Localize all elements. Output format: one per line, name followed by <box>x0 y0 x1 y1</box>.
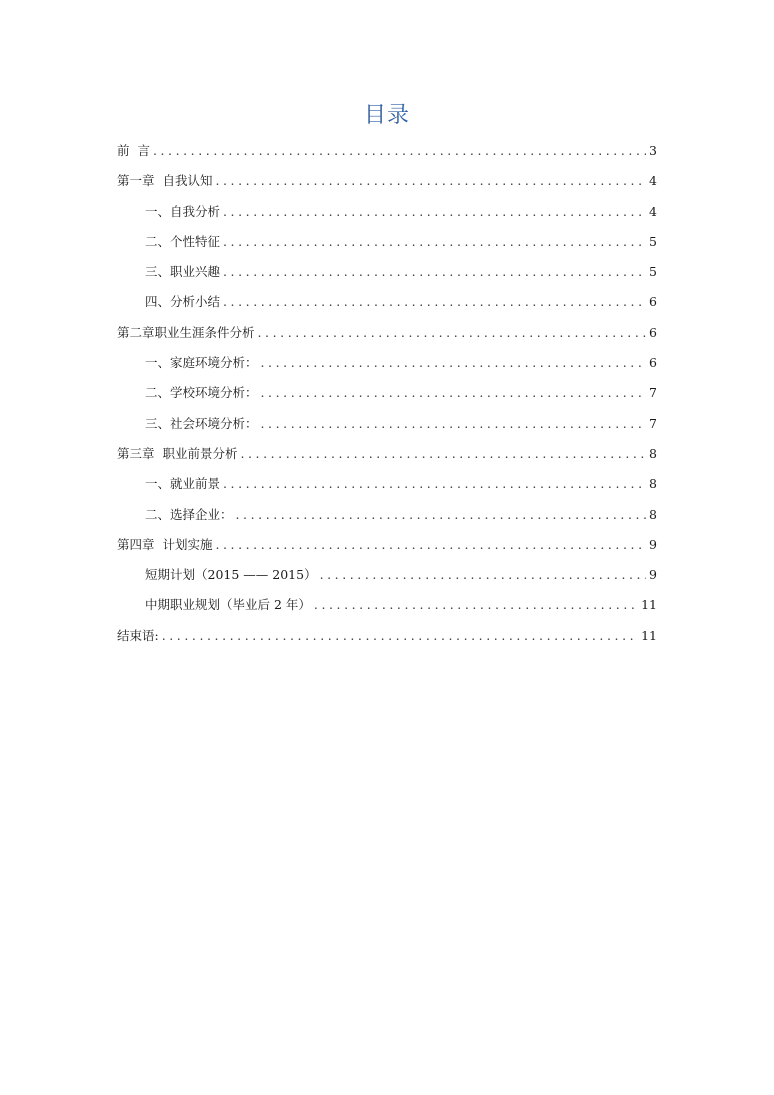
toc-dot-leader <box>258 323 646 343</box>
toc-entry-label[interactable]: 二、选择企业： <box>145 506 233 522</box>
toc-dot-leader <box>223 262 646 282</box>
toc-entry-label[interactable]: 第三章 职业前景分析 <box>117 445 238 461</box>
toc-entry-label[interactable]: 二、学校环境分析： <box>145 385 258 401</box>
toc-entry[interactable] <box>117 535 657 565</box>
toc-entry-page-number: 9 <box>649 536 657 552</box>
toc-entry-label[interactable]: 四、分析小结 <box>145 294 221 310</box>
toc-entry-label[interactable]: 结束语: <box>117 627 159 643</box>
toc-entry[interactable] <box>117 595 657 625</box>
toc-dot-leader <box>261 414 646 434</box>
toc-entry-page-number: 7 <box>649 415 657 431</box>
toc-entry-page-number: 9 <box>649 567 657 583</box>
toc-entry-page-number: 5 <box>649 264 657 280</box>
toc-entry[interactable] <box>117 171 657 201</box>
toc-dot-leader <box>314 595 638 615</box>
toc-dot-leader <box>240 444 646 464</box>
toc-entry-page-number: 5 <box>649 233 657 249</box>
toc-dot-leader <box>261 353 646 373</box>
toc-entry-label[interactable]: 第一章 自我认知 <box>117 173 213 189</box>
toc-dot-leader <box>223 292 646 312</box>
toc-entry-page-number: 4 <box>649 173 657 189</box>
toc-entry[interactable] <box>117 353 657 383</box>
toc-entry-page-number: 4 <box>649 203 657 219</box>
toc-entry-label[interactable]: 三、职业兴趣 <box>145 264 221 280</box>
toc-entry-page-number: 11 <box>641 627 657 643</box>
toc-entry[interactable] <box>117 232 657 262</box>
toc-entry-label[interactable]: 一、就业前景 <box>145 476 221 492</box>
toc-entry[interactable] <box>117 444 657 474</box>
toc-dot-leader <box>153 141 646 161</box>
toc-entry[interactable] <box>117 474 657 504</box>
toc-title: 目录 <box>363 103 410 128</box>
toc-entry-label[interactable]: 一、自我分析 <box>145 203 221 219</box>
toc-entry[interactable] <box>117 323 657 353</box>
toc-entry-label[interactable]: 短期计划（2015 —— 2015） <box>145 567 317 583</box>
toc-dot-leader <box>215 171 646 191</box>
toc-entry-label[interactable]: 三、社会环境分析： <box>145 415 258 431</box>
toc-entry-page-number: 6 <box>649 294 657 310</box>
toc-dot-leader <box>223 202 646 222</box>
toc-entry-label[interactable]: 二、个性特征 <box>145 233 221 249</box>
toc-entry[interactable] <box>117 262 657 292</box>
toc-dot-leader <box>261 383 646 403</box>
toc-entry-label[interactable]: 一、家庭环境分析： <box>145 355 258 371</box>
toc-entry-label[interactable]: 中期职业规划（毕业后 2 年） <box>145 597 311 613</box>
toc-entry-page-number: 7 <box>649 385 657 401</box>
toc-entry[interactable] <box>117 626 657 656</box>
toc-dot-leader <box>162 626 638 646</box>
toc-entry[interactable] <box>117 565 657 595</box>
toc-entry-page-number: 8 <box>649 506 657 522</box>
toc-entry-page-number: 3 <box>649 143 657 158</box>
toc-dot-leader <box>236 505 646 525</box>
toc-entry-page-number: 6 <box>649 355 657 371</box>
toc-entry-page-number: 8 <box>649 445 657 461</box>
toc-dot-leader <box>223 232 646 252</box>
toc-dot-leader <box>223 474 646 494</box>
toc-entry[interactable] <box>117 202 657 232</box>
toc-entry-label[interactable]: 前 言 <box>117 143 150 158</box>
toc-entry-label[interactable]: 第二章职业生涯条件分析 <box>117 324 255 340</box>
toc-entry[interactable] <box>117 414 657 444</box>
toc-entry[interactable] <box>117 505 657 535</box>
toc-entry-page-number: 8 <box>649 476 657 492</box>
toc-entry[interactable] <box>117 383 657 413</box>
toc-entry-page-number: 6 <box>649 324 657 340</box>
toc-dot-leader <box>215 535 646 555</box>
table-of-contents <box>117 141 657 656</box>
toc-entry-label[interactable]: 第四章 计划实施 <box>117 536 213 552</box>
toc-entry[interactable] <box>117 141 657 171</box>
toc-entry-page-number: 11 <box>641 597 657 613</box>
toc-entry[interactable] <box>117 292 657 322</box>
toc-dot-leader <box>320 565 646 585</box>
